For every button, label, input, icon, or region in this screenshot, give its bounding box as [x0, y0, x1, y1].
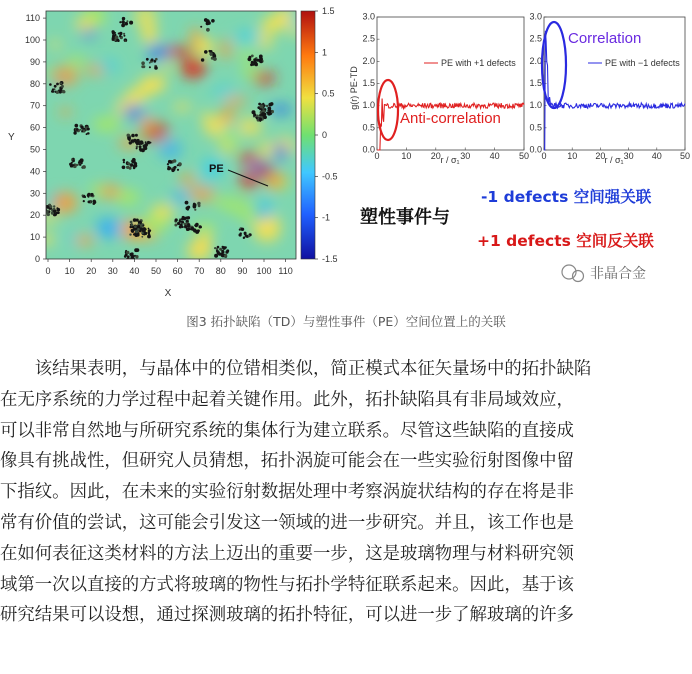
inset-y-tick: 0.0 [362, 144, 375, 155]
inset-x-tick: 50 [679, 151, 691, 161]
colorbar-tick: 0.5 [322, 88, 335, 99]
inset-y-tick: 2.0 [529, 55, 542, 66]
paragraph-line: 可以非常自然地与所研究系统的集体行为建立联系。尽管这些缺陷的直接成 [0, 420, 574, 441]
paragraph-line: 域第一次以直接的方式将玻璃的物性与拓扑学特征联系起来。因此，基于该 [0, 574, 574, 595]
inset-x-tick: 0 [374, 151, 380, 161]
inset-x-tick: 20 [430, 151, 441, 161]
paragraph-line: 该结果表明，与晶体中的位错相类似，简正模式本征矢量场中的拓扑缺陷 [0, 359, 592, 379]
inset-x-tick: 10 [401, 151, 412, 161]
inset-y-tick: 1.5 [362, 78, 375, 88]
heatmap-x-tick: 110 [278, 266, 293, 276]
heatmap-y-tick: 80 [29, 78, 40, 89]
inset-plot-left [349, 12, 529, 166]
paragraph-line: 在无序系统的力学过程中起着关键作用。此外，拓扑缺陷具有非局域效应， [0, 389, 574, 410]
anti-correlation-callout: Anti-correlation [400, 110, 501, 127]
paragraph-line: 下指纹。因此，在未来的实验衍射数据处理中考察涡旋状结构的存在将是非 [0, 482, 574, 503]
inset-y-tick: 0.5 [529, 122, 542, 133]
colorbar-tick: 1.5 [322, 6, 335, 16]
inset-y-tick: 3.0 [529, 11, 542, 22]
plus-defects-line: +1 defects 空间反关联 [477, 232, 654, 250]
heatmap-x-tick: 70 [194, 266, 205, 276]
svg-text:非晶合金: 非晶合金 [590, 266, 646, 282]
heatmap-x-tick: 50 [150, 266, 162, 276]
heatmap-x-tick: 10 [64, 266, 75, 276]
inset-right-legend: PE with −1 defects [605, 58, 680, 68]
inset-right-x-label: r / σ₁ [604, 155, 624, 165]
inset-y-tick: 1.0 [362, 100, 375, 111]
heatmap-x-tick: 90 [237, 266, 248, 276]
colorbar-tick: -1.5 [322, 254, 338, 264]
colorbar-tick: 1 [322, 47, 328, 58]
inset-y-tick: 1.5 [529, 78, 542, 88]
figure-3 [0, 0, 692, 300]
inset-x-tick: 10 [567, 151, 578, 161]
inset-y-tick: 0.5 [362, 122, 375, 133]
inset-left-y-label: g(r) PE-TD [349, 66, 359, 110]
paragraph-line: 在如何表征这类材料的方法上迈出的重要一步，这是玻璃物理与材料研究领 [0, 543, 574, 564]
inset-y-tick: 2.0 [362, 55, 375, 66]
heatmap-y-label: Y [8, 132, 15, 143]
heatmap-x-tick: 20 [86, 266, 97, 276]
colorbar-tick: -0.5 [322, 171, 338, 182]
heatmap-panel [8, 6, 338, 299]
inset-y-tick: 2.5 [362, 33, 375, 44]
heatmap-x-tick: 40 [129, 266, 140, 276]
paragraph-line: 常有价值的尝试，这可能会引发这一领域的进一步研究。并且，该工作也是 [0, 512, 574, 533]
plastic-event-label: 塑性事件与 [360, 207, 450, 228]
heatmap-x-tick: 60 [172, 266, 183, 276]
heatmap-x-tick: 100 [256, 266, 272, 276]
watermark [562, 265, 646, 282]
inset-x-tick: 40 [489, 151, 500, 161]
correlation-callout: Correlation [568, 30, 642, 47]
heatmap-y-tick: 70 [29, 100, 40, 111]
inset-left-legend: PE with +1 defects [441, 58, 516, 68]
heatmap-y-tick: 40 [29, 166, 40, 177]
inset-x-tick: 40 [651, 151, 662, 161]
inset-x-tick: 0 [541, 151, 547, 161]
inset-y-tick: 0.0 [529, 144, 542, 155]
colorbar-tick: 0 [322, 130, 328, 140]
figure-caption: 图3 拓扑缺陷（TD）与塑性事件（PE）空间位置上的关联 [186, 314, 506, 329]
inset-x-tick: 20 [595, 151, 606, 161]
inset-x-tick: 30 [623, 151, 634, 161]
heatmap-y-tick: 50 [29, 144, 40, 155]
heatmap-y-tick: 10 [29, 232, 40, 243]
inset-x-tick: 30 [460, 151, 471, 161]
heatmap-y-tick: 60 [29, 122, 40, 133]
paragraph-line: 像具有挑战性，但研究人员猜想，拓扑涡旋可能会在一些实验衍射图像中留 [0, 451, 574, 472]
heatmap-y-tick: 0 [34, 254, 40, 264]
minus-defects-line: -1 defects 空间强关联 [481, 188, 652, 206]
pe-annotation: PE [209, 163, 224, 175]
body-paragraph [0, 354, 692, 631]
heatmap-x-tick: 0 [45, 266, 51, 276]
inset-left-x-label: r / σ₁ [440, 155, 460, 165]
heatmap-x-tick: 80 [215, 266, 226, 276]
heatmap-y-tick: 90 [29, 56, 40, 67]
heatmap-y-tick: 100 [24, 35, 40, 45]
inset-y-tick: 2.5 [529, 33, 542, 44]
inset-x-tick: 50 [518, 151, 530, 161]
inset-y-tick: 1.0 [529, 100, 542, 111]
inset-plot-right [529, 12, 690, 166]
paragraph-line: 研究结果可以设想，通过探测玻璃的拓扑特征，可以进一步了解玻璃的许多 [0, 605, 574, 626]
heatmap-y-tick: 110 [25, 13, 40, 24]
colorbar [301, 11, 315, 259]
heatmap-x-label: X [164, 288, 172, 299]
heatmap-y-tick: 20 [29, 210, 40, 221]
heatmap-y-tick: 30 [29, 188, 40, 199]
colorbar-tick: -1 [322, 212, 331, 223]
inset-y-tick: 3.0 [362, 11, 375, 22]
heatmap-x-tick: 30 [107, 266, 118, 276]
